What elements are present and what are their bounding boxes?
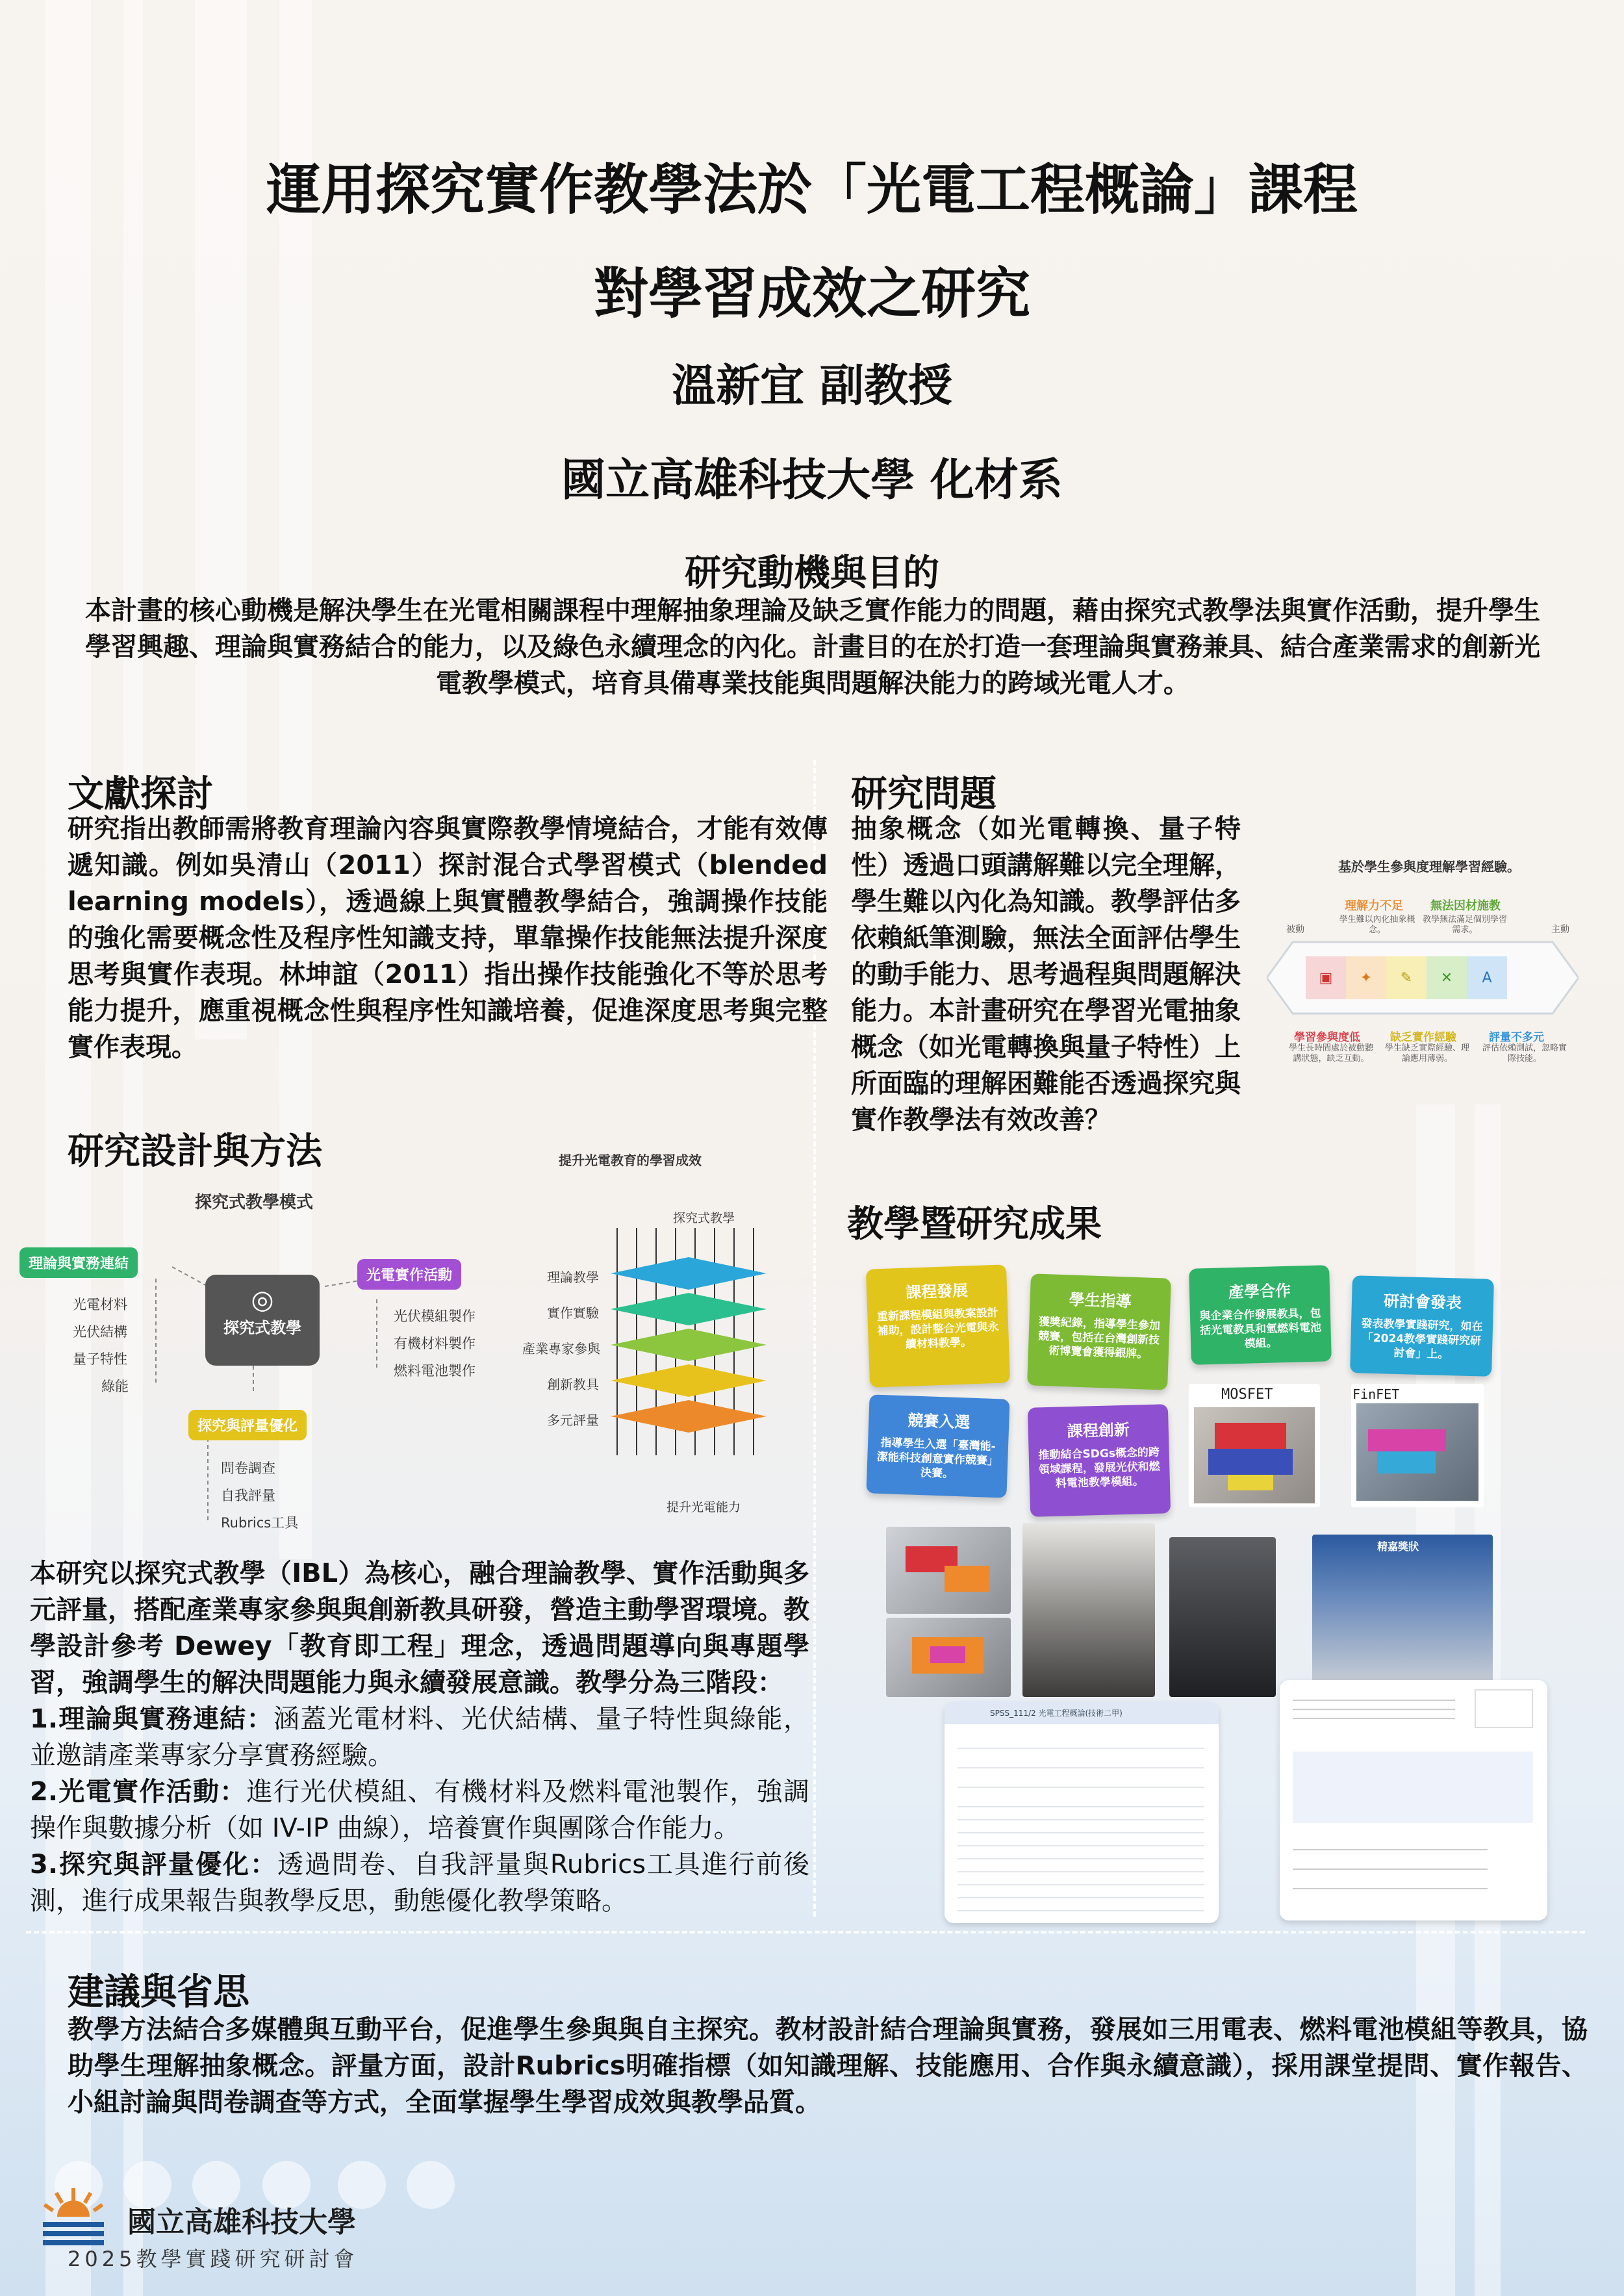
design-stage-3 <box>30 1846 809 1919</box>
design-stage-2 <box>30 1774 809 1846</box>
svg-text:✕: ✕ <box>1440 970 1453 986</box>
result-card-competition-text: 指導學生入選「臺灣能-潔能科技創意實作競賽」決賽。 <box>876 1436 999 1481</box>
results-heading: 教學暨研究成果 <box>847 1203 1102 1245</box>
photo-lab-students <box>1022 1523 1155 1697</box>
poster-title-line1: 運用探究實作教學法於「光電工程概論」課程 <box>266 158 1358 222</box>
engagement-bottom-2-desc: 學生缺乏實際經驗、理論應用薄弱。 <box>1385 1043 1470 1064</box>
result-card-conference <box>1350 1275 1494 1377</box>
result-card-course-title: 課程發展 <box>905 1281 969 1302</box>
engagement-bottom-3-desc: 評估依賴測試，忽略實際技能。 <box>1482 1043 1567 1064</box>
design-intro-text: 本研究以探究式教學（IBL）為核心，融合理論教學、實作活動與多元評量，搭配產業專家參與與創新教具研發，營造主動學習環境。教學設計參考 Dewey「教育即工程」理念，透過問題導向與專題學習，強調學生的解決問題能力與永續發展意識。教學分為三階段： <box>30 1559 809 1698</box>
spss-title: SPSS_111/2 光電工程概論(技術二甲) <box>990 1709 1123 1718</box>
result-card-innovation-text: 推動結合SDGs概念的跨領域課程，發展光伏和燃料電池教學模組。 <box>1038 1446 1161 1490</box>
result-card-student-title: 學生指導 <box>1069 1290 1132 1311</box>
svg-text:✎: ✎ <box>1400 970 1413 986</box>
engagement-bottom-3-title: 評量不多元 <box>1489 1031 1544 1044</box>
ibl-branch-assessment: 探究與評量優化 <box>188 1410 307 1440</box>
result-card-student <box>1027 1273 1171 1390</box>
motivation-text: 本計畫的核心動機是解決學生在光電相關課程中理解抽象理論及缺乏實作能力的問題，藉由探究式教學法與實作活動，提升學生學習興趣、理論與實務結合的能力，以及綠色永續理念的內化。計畫目的在於打造一套理論與實務兼具、結合產業需求的創新光電教學模式，培育具備專業技能與問題解決能力的跨域光電人才。 <box>85 596 1540 698</box>
literature-text: 研究指出教師需將教育理論內容與實際教學情境結合，才能有效傳遞知識。例如吳清山（2011）探討混合式學習模式（blended learning models），透過線上與實體教學結合，強調操作技能的強化需要概念性及程序性知識支持，單靠操作技能無法提升深度思考與實作表現。林坤誼（2011）指出操作技能強化不等於思考能力提升，應重視概念性與程序性知識培養，促進深度思考與完整實作表現。 <box>68 814 828 1062</box>
stage-3-head: 3.探究與評量優化： <box>30 1850 277 1880</box>
design-stage-1 <box>30 1701 809 1774</box>
layer-label-1: 理論教學 <box>547 1269 599 1285</box>
layer-label-4: 創新教具 <box>547 1377 599 1392</box>
photo-finfet-model <box>1351 1384 1484 1507</box>
layer-label-3: 產業專家參與 <box>522 1341 600 1357</box>
engagement-diagram <box>1260 845 1585 1085</box>
ibl-theory-item-2: 光伏結構 <box>73 1324 127 1340</box>
result-card-industry-text: 與企業合作發展教具，包括光電教具和氫燃料電池模組。 <box>1199 1307 1322 1351</box>
svg-text:A: A <box>1482 970 1492 986</box>
engagement-bottom-2-title: 缺乏實作經驗 <box>1390 1031 1456 1044</box>
photo-mosfet-label: MOSFET <box>1221 1386 1273 1403</box>
photo-award-booth <box>1312 1535 1493 1697</box>
layer-label-2: 實作實驗 <box>547 1305 599 1321</box>
layer-label-5: 多元評量 <box>547 1412 599 1428</box>
footer-conference: 2025教學實踐研究研討會 <box>68 2247 359 2271</box>
photo-lego-2 <box>886 1618 1011 1697</box>
engagement-right-end: 主動 <box>1551 925 1569 935</box>
photo-mosfet-model <box>1189 1384 1320 1507</box>
engagement-bottom-1-title: 學習參與度低 <box>1294 1031 1360 1044</box>
question-text: 抽象概念（如光電轉換、量子特性）透過口頭講解難以完全理解，學生難以內化為知識。教學評估多依賴紙筆測驗，無法全面評估學生的動手能力、思考過程與問題解決能力。本計畫研究在學習光電抽象概念（如光電轉換與量子特性）上所面臨的理解困難能否透過探究與實作教學法有效改善？ <box>851 814 1241 1135</box>
ibl-assess-item-1: 問卷調查 <box>221 1461 275 1476</box>
ibl-theory-item-3: 量子特性 <box>73 1351 127 1367</box>
literature-heading: 文獻探討 <box>68 773 213 815</box>
spss-table-screenshot <box>945 1702 1219 1923</box>
ibl-branch-practice: 光電實作活動 <box>357 1259 461 1290</box>
result-card-conference-title: 研討會發表 <box>1383 1292 1462 1312</box>
poster-title-line2: 對學習成效之研究 <box>593 262 1030 325</box>
ibl-practice-item-1: 光伏模組製作 <box>394 1308 476 1324</box>
engagement-arrow <box>1267 936 1579 1020</box>
layer-bottom-label: 提升光電能力 <box>666 1500 741 1514</box>
stage-1-head: 1.理論與實務連結： <box>30 1704 273 1734</box>
stage-3-text: 透過問卷、自我評量與Rubrics工具進行前後測，進行成果報告與教學反思，動態優化教學策略。 <box>30 1850 809 1916</box>
photo-booth-label: 精嘉獎狀 <box>1377 1540 1419 1553</box>
ibl-branch-theory: 理論與實務連結 <box>19 1247 138 1278</box>
photo-lab-bench <box>1169 1537 1276 1697</box>
result-card-student-text: 獲獎紀錄，指導學生參加競賽，包括在台灣創新技術博覽會獲得銀牌。 <box>1037 1315 1161 1361</box>
svg-text:✦: ✦ <box>1360 970 1373 986</box>
result-card-industry <box>1189 1265 1332 1365</box>
stage-1-text: 涵蓋光電材料、光伏結構、量子特性與綠能，並邀請產業專家分享實務經驗。 <box>30 1704 810 1770</box>
result-card-innovation-title: 課程創新 <box>1067 1420 1130 1441</box>
photo-finfet-label: FinFET <box>1352 1386 1400 1402</box>
result-card-competition-title: 競賽入選 <box>907 1411 971 1432</box>
result-card-industry-title: 產學合作 <box>1228 1281 1291 1302</box>
result-card-course <box>866 1264 1010 1387</box>
result-card-conference-text: 發表教學實踐研究，如在「2024教學實踐研究研討會」上。 <box>1361 1317 1483 1362</box>
question-heading: 研究問題 <box>851 773 996 815</box>
result-card-course-text: 重新課程模組與教案設計補助，設計整合光電與永續材料教學。 <box>876 1306 999 1351</box>
layer-top-label: 探究式教學 <box>673 1211 735 1225</box>
engagement-top-1-title: 理解力不足 <box>1345 899 1403 913</box>
ibl-assess-item-2: 自我評量 <box>221 1488 275 1503</box>
logo-icon <box>38 2186 109 2251</box>
ibl-practice-item-3: 燃料電池製作 <box>394 1363 476 1379</box>
footer-university: 國立高雄科技大學 <box>127 2206 356 2239</box>
engagement-diagram-title: 基於學生參與度理解學習經驗。 <box>1338 859 1520 874</box>
author: 溫新宜 副教授 <box>672 361 952 412</box>
engagement-left-end: 被動 <box>1286 925 1304 935</box>
engagement-top-2-title: 無法因材施教 <box>1430 899 1501 913</box>
engagement-bottom-1-desc: 學生長時間處於被動聽講狀態，缺乏互動。 <box>1289 1043 1374 1064</box>
stage-2-text: 進行光伏模組、有機材料及燃料電池製作，強調操作與數據分析（如 IV-IP 曲線），培養實作與團隊合作能力。 <box>30 1777 809 1843</box>
document-screenshot <box>1280 1680 1547 1920</box>
engagement-top-2-desc: 教學無法滿足個別學習需求。 <box>1423 915 1508 935</box>
result-card-innovation <box>1028 1404 1171 1517</box>
ibl-center <box>205 1275 320 1366</box>
motivation-heading: 研究動機與目的 <box>685 552 939 594</box>
design-heading: 研究設計與方法 <box>68 1130 322 1173</box>
ibl-diagram <box>13 1182 533 1546</box>
ibl-diagram-title: 探究式教學模式 <box>195 1193 314 1212</box>
ibl-theory-item-1: 光電材料 <box>73 1297 127 1312</box>
ibl-center-label: 探究式教學 <box>223 1319 301 1337</box>
stage-2-head: 2.光電實作活動： <box>30 1777 247 1807</box>
ibl-theory-item-4: 綠能 <box>101 1379 129 1394</box>
brain-icon: ◎ <box>251 1285 274 1315</box>
university-logo <box>38 2186 109 2251</box>
ibl-assess-item-3: Rubrics工具 <box>221 1515 299 1531</box>
result-card-competition <box>866 1394 1009 1498</box>
svg-text:▣: ▣ <box>1319 970 1333 986</box>
photo-lego-1 <box>886 1527 1011 1614</box>
layer-diagram <box>522 1143 818 1520</box>
affiliation: 國立高雄科技大學 化材系 <box>561 455 1063 506</box>
layer-diagram-title: 提升光電教育的學習成效 <box>559 1153 702 1168</box>
reflection-text: 教學方法結合多媒體與互動平台，促進學生參與與自主探究。教材設計結合理論與實務，發展如三用電表、燃料電池模組等教具，協助學生理解抽象概念。評量方面，設計Rubrics明確指標（如知識理解、技能應用、合作與永續意識），採用課堂提問、實作報告、小組討論與問卷調查等方式，全面掌握學生學習成效與教學品質。 <box>68 2015 1588 2117</box>
reflection-heading: 建議與省思 <box>68 1971 249 2013</box>
engagement-top-1-desc: 學生難以內化抽象概念。 <box>1339 915 1415 935</box>
ibl-practice-item-2: 有機材料製作 <box>394 1336 476 1351</box>
